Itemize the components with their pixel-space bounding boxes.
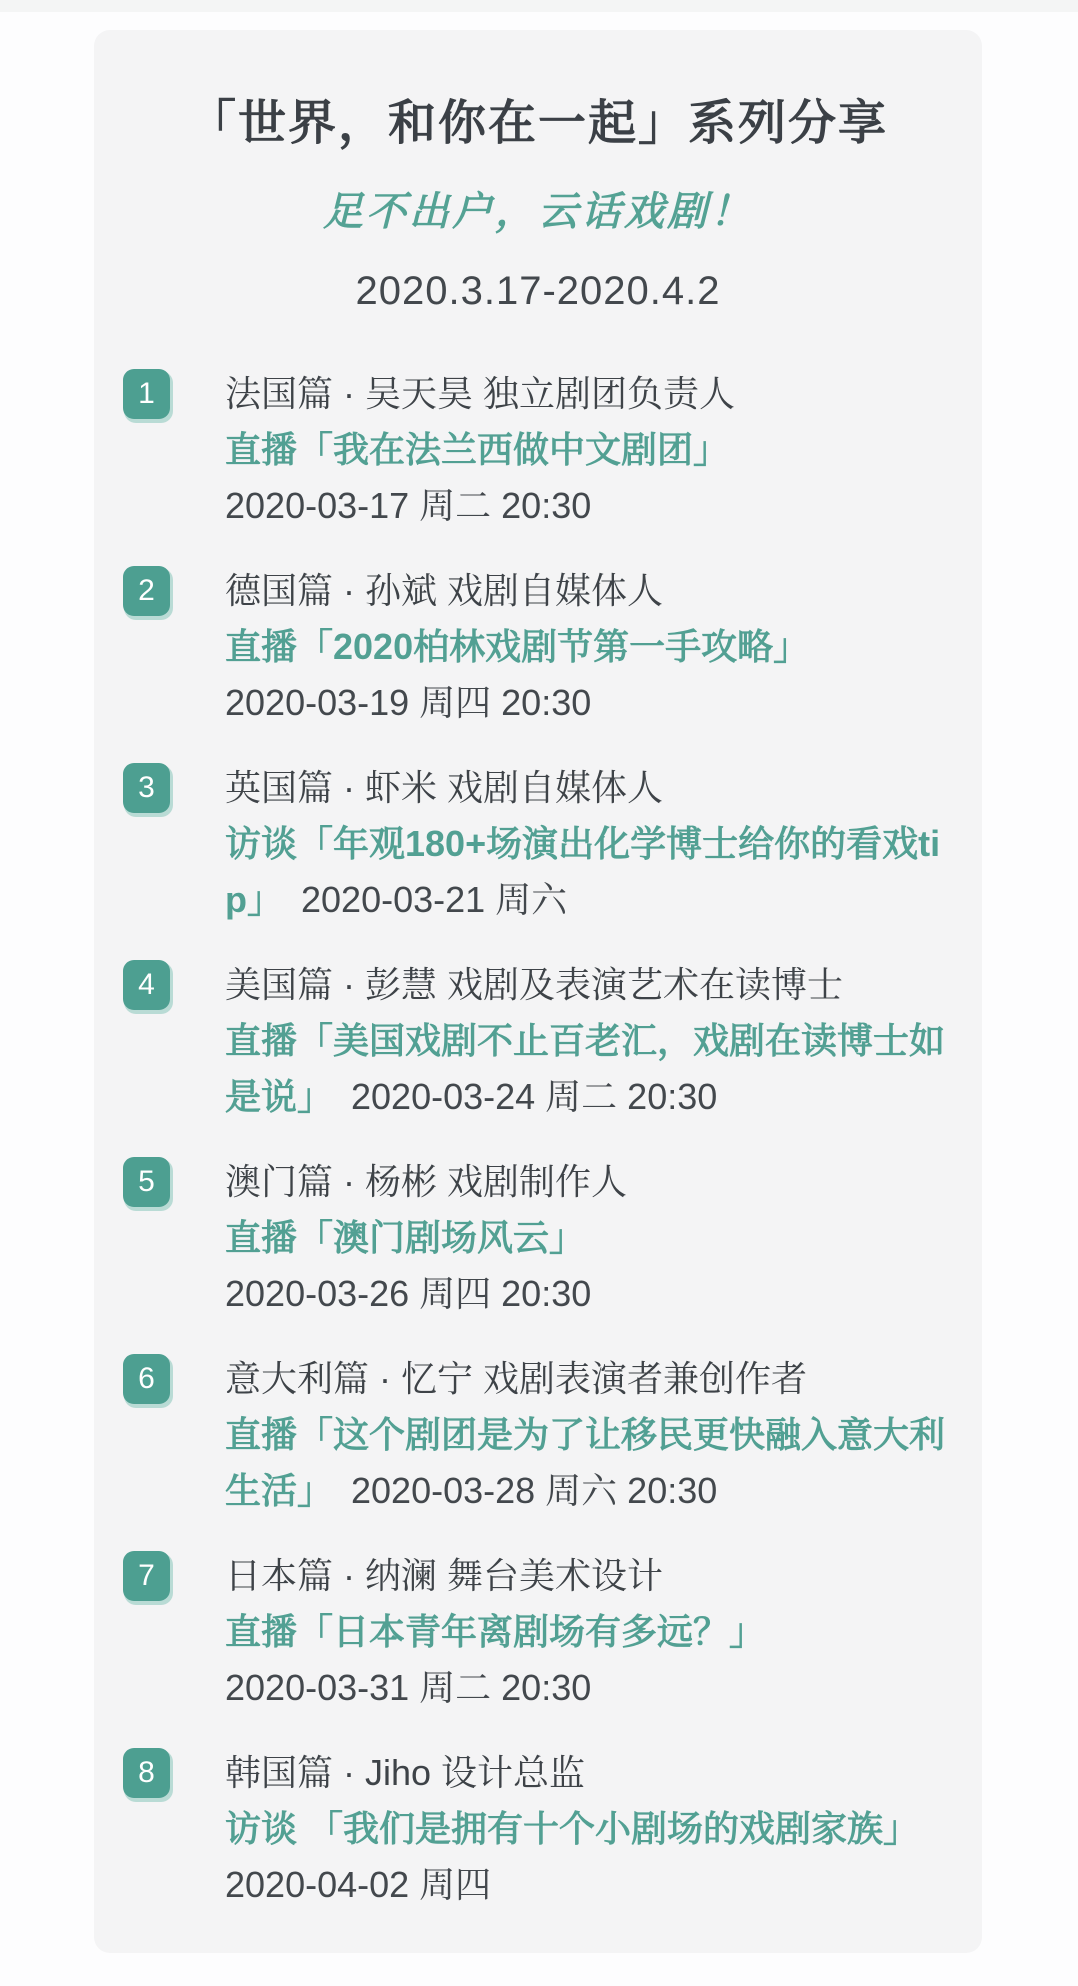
page-title: 「世界，和你在一起」系列分享 xyxy=(187,97,888,150)
date-range: 2020.3.17-2020.4.2 xyxy=(355,269,721,313)
card-header xyxy=(94,96,982,314)
list-item xyxy=(123,563,982,731)
session-event-line xyxy=(225,1013,965,1125)
list-item xyxy=(123,1154,982,1322)
session-body xyxy=(225,957,965,1125)
top-strip xyxy=(0,0,1078,12)
session-number-badge: 2 xyxy=(123,566,170,616)
session-header: 韩国篇 · Jiho 设计总监 xyxy=(225,1752,586,1793)
session-date-inline: 2020-03-21 周六 xyxy=(301,879,568,920)
list-item xyxy=(123,366,982,534)
session-date-inline: 2020-03-28 周六 20:30 xyxy=(351,1470,718,1511)
session-date: 2020-03-19 周四 20:30 xyxy=(225,682,592,723)
session-event-line xyxy=(225,619,965,675)
session-event-title: 直播「这个剧团是为了让移民更快融入意大利生活」 xyxy=(225,1414,946,1511)
session-list xyxy=(94,366,982,1913)
session-number-badge: 7 xyxy=(123,1551,170,1601)
session-date-inline: 2020-03-24 周二 20:30 xyxy=(351,1076,718,1117)
session-event-title: 访谈「年观180+场演出化学博士给你的看戏tip」 xyxy=(225,823,941,920)
session-header: 澳门篇 · 杨彬 戏剧制作人 xyxy=(225,1161,627,1202)
session-header: 德国篇 · 孙斌 戏剧自媒体人 xyxy=(225,570,663,611)
session-event-line xyxy=(225,1210,965,1266)
session-number-badge: 1 xyxy=(123,369,170,419)
session-header: 日本篇 · 纳澜 舞台美术设计 xyxy=(225,1555,663,1596)
list-item xyxy=(123,957,982,1125)
schedule-card xyxy=(94,30,982,1953)
session-number-badge: 8 xyxy=(123,1748,170,1798)
session-event-title: 直播「我在法兰西做中文剧团」 xyxy=(225,429,730,470)
session-date: 2020-03-26 周四 20:30 xyxy=(225,1273,592,1314)
list-item xyxy=(123,760,982,928)
session-body xyxy=(225,1745,965,1913)
session-header: 法国篇 · 吴天昊 独立剧团负责人 xyxy=(225,373,735,414)
session-event-line xyxy=(225,816,965,928)
session-event-title: 直播「美国戏剧不止百老汇，戏剧在读博士如是说」 xyxy=(225,1020,946,1117)
session-number-badge: 3 xyxy=(123,763,170,813)
session-body xyxy=(225,1548,965,1716)
session-body xyxy=(225,1351,965,1519)
session-event-title: 直播「澳门剧场风云」 xyxy=(225,1217,586,1258)
session-number-badge: 4 xyxy=(123,960,170,1010)
session-event-title: 直播「2020柏林戏剧节第一手攻略」 xyxy=(225,626,810,667)
session-body xyxy=(225,563,965,731)
session-event-title: 直播「日本青年离剧场有多远？」 xyxy=(225,1611,766,1652)
session-number-badge: 6 xyxy=(123,1354,170,1404)
session-header: 英国篇 · 虾米 戏剧自媒体人 xyxy=(225,767,663,808)
session-date: 2020-04-02 周四 xyxy=(225,1864,492,1905)
session-header: 美国篇 · 彭慧 戏剧及表演艺术在读博士 xyxy=(225,964,843,1005)
session-body xyxy=(225,760,965,928)
page-subtitle: 足不出户，云话戏剧！ xyxy=(323,190,753,234)
session-event-line xyxy=(225,1604,965,1660)
session-event-line xyxy=(225,1407,965,1519)
session-header: 意大利篇 · 忆宁 戏剧表演者兼创作者 xyxy=(225,1358,807,1399)
session-event-line xyxy=(225,422,965,478)
session-date: 2020-03-17 周二 20:30 xyxy=(225,485,592,526)
session-body xyxy=(225,1154,965,1322)
session-event-line xyxy=(225,1801,965,1857)
session-date: 2020-03-31 周二 20:30 xyxy=(225,1667,592,1708)
list-item xyxy=(123,1351,982,1519)
session-event-title: 访谈 「我们是拥有十个小剧场的戏剧家族」 xyxy=(225,1808,920,1849)
session-number-badge: 5 xyxy=(123,1157,170,1207)
list-item xyxy=(123,1548,982,1716)
session-body xyxy=(225,366,965,534)
list-item xyxy=(123,1745,982,1913)
